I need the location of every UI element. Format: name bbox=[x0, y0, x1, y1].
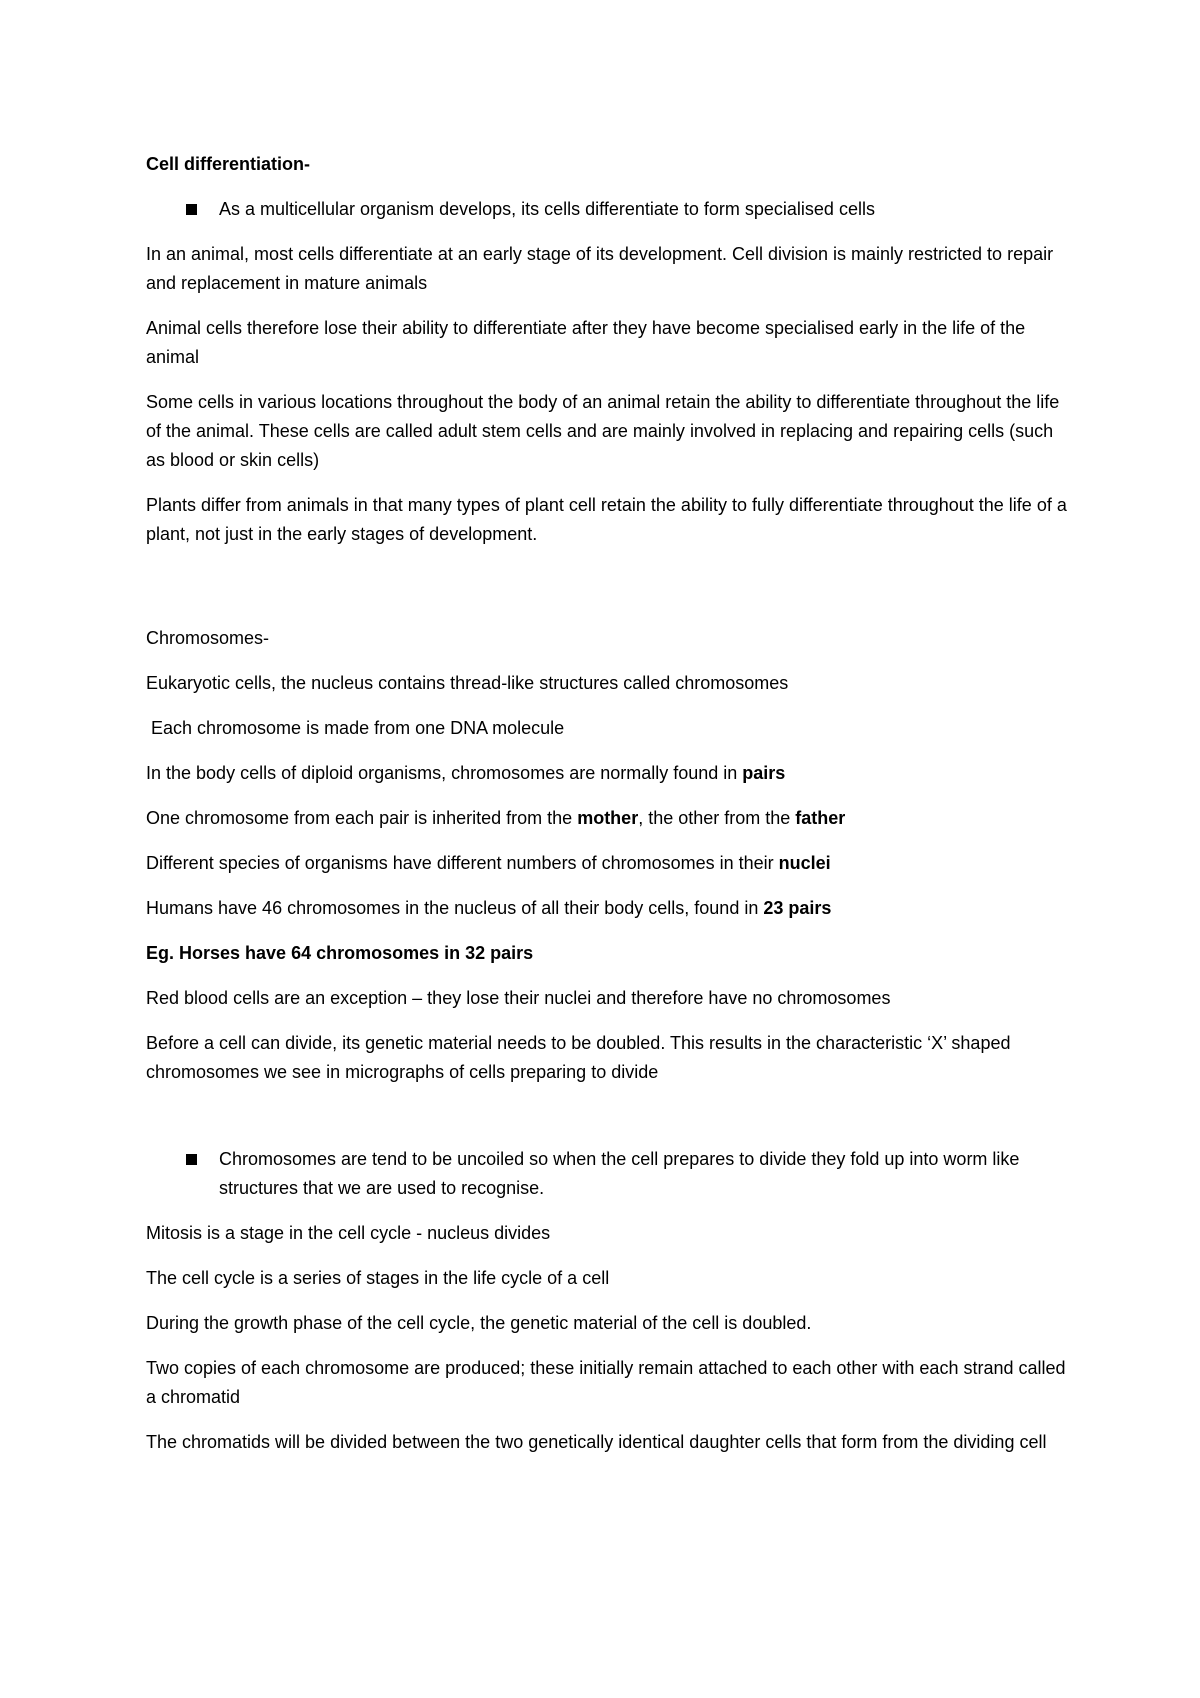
bullet-text: Chromosomes are tend to be uncoiled so when the cell prepares to divide they fold up into worm like structures that we are used to recognise. bbox=[219, 1149, 1020, 1198]
heading-cell-differentiation: Cell differentiation- bbox=[146, 154, 311, 174]
paragraph: Two copies of each chromosome are produced; these initially remain attached to each other with each strand called a chromatid bbox=[146, 1358, 1066, 1407]
paragraph: Mitosis is a stage in the cell cycle - nucleus divides bbox=[146, 1223, 551, 1243]
paragraph: The cell cycle is a series of stages in the life cycle of a cell bbox=[146, 1268, 610, 1288]
square-bullet-icon bbox=[186, 1154, 197, 1165]
paragraph: Each chromosome is made from one DNA molecule bbox=[146, 718, 565, 738]
spacer bbox=[146, 565, 1076, 624]
paragraph bbox=[146, 849, 1076, 878]
spacer bbox=[146, 1103, 1076, 1145]
bullet-item bbox=[146, 195, 1076, 224]
document-body bbox=[146, 150, 1076, 1473]
paragraph: In an animal, most cells differentiate at an early stage of its development. Cell division is mainly restricted to repair and replacement in mature animals bbox=[146, 244, 1054, 293]
paragraph bbox=[146, 759, 1076, 788]
paragraph: Some cells in various locations throughout the body of an animal retain the ability to differentiate throughout the life of the animal. These cells are called adult stem cells and are mainly involved in replacing and repairing cells (such as blood or skin cells) bbox=[146, 392, 1060, 470]
square-bullet-icon bbox=[186, 204, 197, 215]
paragraph: Animal cells therefore lose their ability to differentiate after they have become specialised early in the life of the animal bbox=[146, 318, 1026, 367]
paragraph bbox=[146, 894, 1076, 923]
bullet-text: As a multicellular organism develops, its cells differentiate to form specialised cells bbox=[219, 199, 875, 219]
bold-term: nuclei bbox=[778, 853, 831, 873]
bold-term: pairs bbox=[742, 763, 786, 783]
paragraph: Plants differ from animals in that many types of plant cell retain the ability to fully differentiate throughout the life of a plant, not just in the early stages of development. bbox=[146, 495, 1067, 544]
paragraph: Before a cell can divide, its genetic material needs to be doubled. This results in the characteristic ‘X’ shaped chromosomes we see in micrographs of cells preparing to divide bbox=[146, 1033, 1011, 1082]
heading-chromosomes: Chromosomes- bbox=[146, 628, 270, 648]
paragraph: During the growth phase of the cell cycle, the genetic material of the cell is doubled. bbox=[146, 1313, 812, 1333]
bold-term: 23 pairs bbox=[763, 898, 832, 918]
paragraph-text: In the body cells of diploid organisms, chromosomes are normally found in bbox=[146, 763, 743, 783]
paragraph: Red blood cells are an exception – they lose their nuclei and therefore have no chromosomes bbox=[146, 988, 891, 1008]
bold-example: Eg. Horses have 64 chromosomes in 32 pairs bbox=[146, 943, 534, 963]
paragraph bbox=[146, 939, 1076, 968]
paragraph: The chromatids will be divided between the two genetically identical daughter cells that form from the dividing cell bbox=[146, 1432, 1047, 1452]
bold-term: father bbox=[795, 808, 846, 828]
paragraph-text: Humans have 46 chromosomes in the nucleus of all their body cells, found in bbox=[146, 898, 764, 918]
paragraph-text: One chromosome from each pair is inherited from the bbox=[146, 808, 578, 828]
paragraph bbox=[146, 804, 1076, 833]
paragraph-text: , the other from the bbox=[638, 808, 796, 828]
bold-term: mother bbox=[577, 808, 639, 828]
paragraph: Eukaryotic cells, the nucleus contains thread-like structures called chromosomes bbox=[146, 673, 789, 693]
paragraph-text: Different species of organisms have different numbers of chromosomes in their bbox=[146, 853, 779, 873]
bullet-item bbox=[146, 1145, 1076, 1203]
